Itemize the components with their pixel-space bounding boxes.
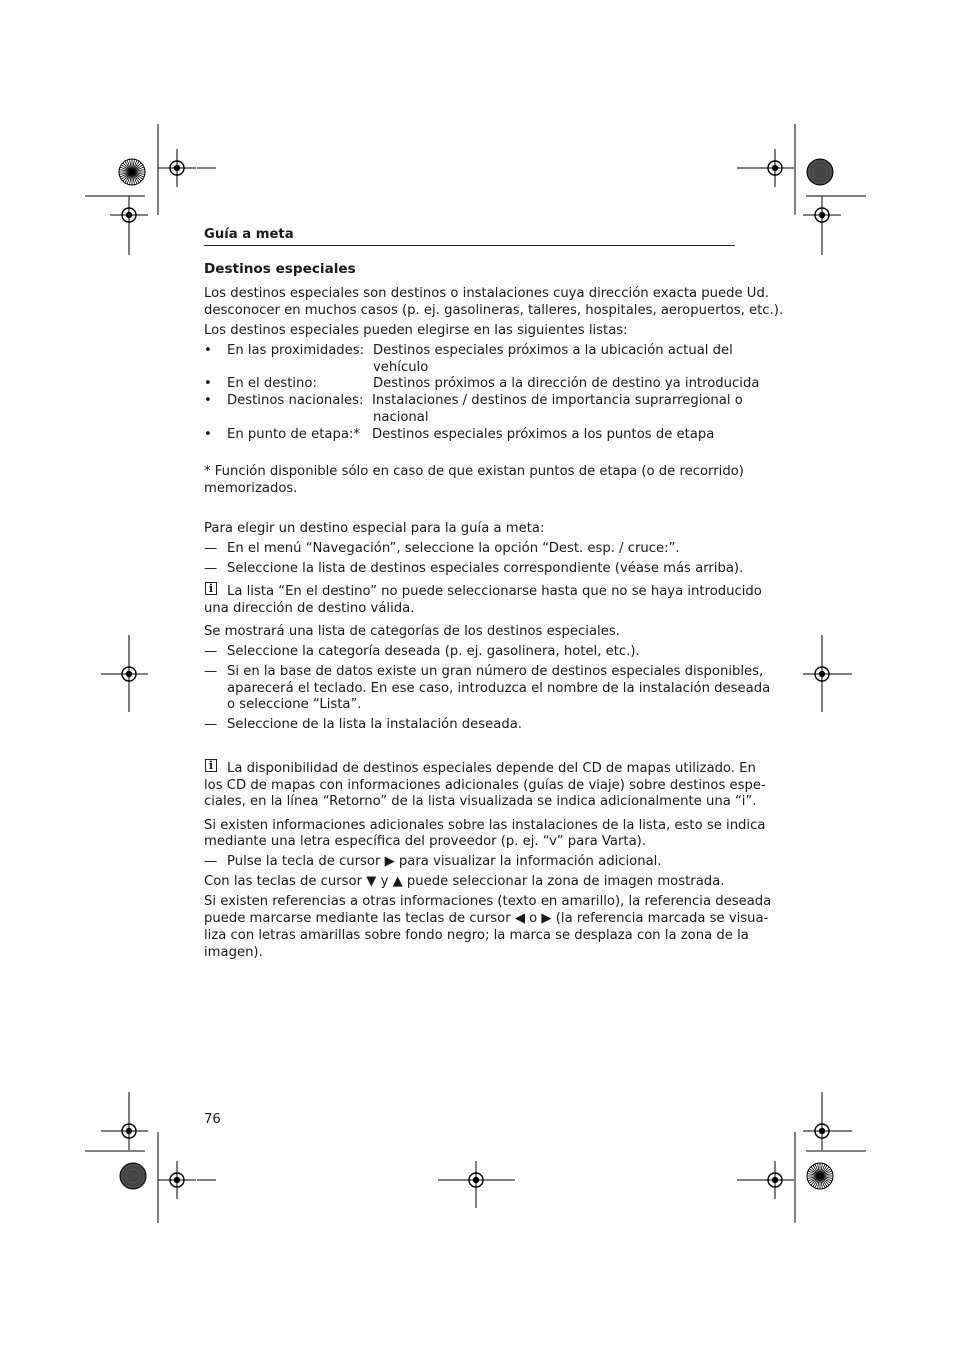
step-item: Si en la base de datos existe un gran número de destinos especiales disponibles, [227, 664, 764, 679]
dash: — [204, 664, 218, 679]
bullet: • [204, 343, 212, 358]
intro-line: desconocer en muchos casos (p. ej. gasolineras, talleres, hospitales, aeropuertos, etc.). [204, 303, 784, 318]
refs-line: puede marcarse mediante las teclas de cursor ◀ o ▶ (la referencia marcada se visua- [204, 911, 769, 926]
note-line: los CD de mapas con informaciones adicionales (guías de viaje) sobre destinos espe- [204, 778, 766, 793]
categories-intro: Se mostrará una lista de categorías de los destinos especiales. [204, 624, 620, 639]
note-line: una dirección de destino válida. [204, 601, 415, 616]
dash: — [204, 561, 218, 576]
header-rule [204, 245, 735, 246]
bullet: • [204, 393, 212, 408]
dash: — [204, 644, 218, 659]
refs-line: Si existen referencias a otras informaciones (texto en amarillo), la referencia deseada [204, 894, 772, 909]
extra-info-line: Si existen informaciones adicionales sobre las instalaciones de la lista, esto se indica [204, 818, 766, 833]
dash: — [204, 854, 218, 869]
footnote-line: memorizados. [204, 481, 298, 496]
step-item: aparecerá el teclado. En ese caso, introduzca el nombre de la instalación deseada [227, 681, 771, 696]
list-term: En las proximidades: [227, 343, 365, 358]
dash: — [204, 541, 218, 556]
step-item: Seleccione de la lista la instalación deseada. [227, 717, 522, 732]
list-desc: nacional [373, 410, 429, 425]
list-desc: vehículo [373, 360, 429, 375]
step-item: Seleccione la lista de destinos especiales correspondiente (véase más arriba). [227, 561, 744, 576]
note-line: ciales, en la línea “Retorno” de la lista visualizada se indica adicionalmente una “i”. [204, 794, 757, 809]
section-heading: Destinos especiales [204, 261, 356, 277]
intro-line: Los destinos especiales son destinos o instalaciones cuya dirección exacta puede Ud. [204, 286, 770, 301]
note-line: La disponibilidad de destinos especiales depende del CD de mapas utilizado. En [227, 761, 756, 776]
list-desc: Destinos próximos a la dirección de destino ya introducida [373, 376, 760, 391]
cursor-line: Con las teclas de cursor ▼ y ▲ puede seleccionar la zona de imagen mostrada. [204, 874, 725, 889]
info-icon: i [205, 582, 217, 595]
list-term: En punto de etapa:* [227, 427, 360, 442]
step-item: Seleccione la categoría deseada (p. ej. gasolinera, hotel, etc.). [227, 644, 640, 659]
running-header: Guía a meta [204, 227, 294, 242]
list-desc: Destinos especiales próximos a la ubicación actual del [373, 343, 733, 358]
list-desc: Instalaciones / destinos de importancia suprarregional o [372, 393, 743, 408]
dash: — [204, 717, 218, 732]
bullet: • [204, 427, 212, 442]
page-number: 76 [204, 1112, 221, 1127]
list-desc: Destinos especiales próximos a los puntos de etapa [372, 427, 715, 442]
step-item: o seleccione “Lista”. [227, 697, 362, 712]
step-item: Pulse la tecla de cursor ▶ para visualizar la información adicional. [227, 854, 662, 869]
info-icon: i [205, 759, 217, 772]
choose-intro: Para elegir un destino especial para la guía a meta: [204, 521, 545, 536]
bullet: • [204, 376, 212, 391]
list-term: En el destino: [227, 376, 317, 391]
refs-line: imagen). [204, 945, 263, 960]
refs-line: liza con letras amarillas sobre fondo negro; la marca se desplaza con la zona de la [204, 928, 749, 943]
footnote-line: * Función disponible sólo en caso de que existan puntos de etapa (o de recorrido) [204, 464, 744, 479]
note-line: La lista “En el destino” no puede seleccionarse hasta que no se haya introducido [227, 584, 762, 599]
step-item: En el menú “Navegación”, seleccione la opción “Dest. esp. / cruce:”. [227, 541, 680, 556]
intro-line: Los destinos especiales pueden elegirse en las siguientes listas: [204, 323, 628, 338]
extra-info-line: mediante una letra específica del proveedor (p. ej. “v” para Varta). [204, 834, 647, 849]
list-term: Destinos nacionales: [227, 393, 364, 408]
